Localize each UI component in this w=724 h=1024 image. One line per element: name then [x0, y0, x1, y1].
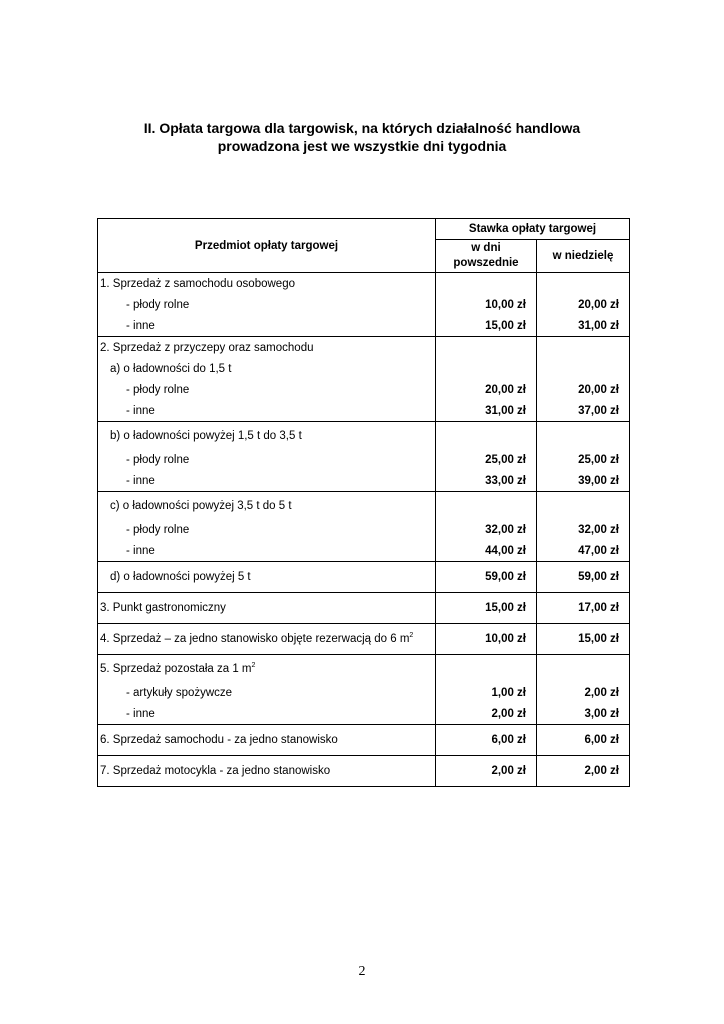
- sunday-rate: 25,00 zł: [537, 449, 630, 470]
- sunday-rate: 2,00 zł: [537, 756, 630, 787]
- sunday-rate: 20,00 zł: [537, 379, 630, 400]
- header-weekdays: w dni powszednie: [436, 240, 537, 273]
- table-row: [98, 470, 630, 492]
- subsection-c-label: c) o ładowności powyżej 3,5 t do 5 t: [98, 492, 436, 520]
- sunday-rate: 6,00 zł: [537, 725, 630, 756]
- table-row: [98, 337, 630, 359]
- table-row: [98, 624, 630, 655]
- sunday-rate: 20,00 zł: [537, 294, 630, 315]
- weekday-rate: 2,00 zł: [436, 703, 537, 725]
- table-row: [98, 449, 630, 470]
- superscript: 2: [251, 661, 256, 669]
- table-row: [98, 725, 630, 756]
- table-row: [98, 422, 630, 450]
- sunday-rate: 39,00 zł: [537, 470, 630, 492]
- sunday-rate: 37,00 zł: [537, 400, 630, 422]
- section-7-label: 7. Sprzedaż motocykla - za jedno stanowisko: [98, 756, 436, 787]
- row-label: - inne: [98, 470, 436, 492]
- document-title: [97, 119, 627, 155]
- table-row: [98, 315, 630, 337]
- weekday-rate: 59,00 zł: [436, 562, 537, 593]
- weekday-rate: 6,00 zł: [436, 725, 537, 756]
- sunday-rate: 3,00 zł: [537, 703, 630, 725]
- superscript: 2: [409, 632, 414, 640]
- table-row: [98, 756, 630, 787]
- sunday-rate: 15,00 zł: [537, 624, 630, 655]
- table-row: [98, 540, 630, 562]
- subsection-d-label: d) o ładowności powyżej 5 t: [98, 562, 436, 593]
- section-6-label: 6. Sprzedaż samochodu - za jedno stanowisko: [98, 725, 436, 756]
- table-row: [98, 379, 630, 400]
- weekday-rate: 15,00 zł: [436, 593, 537, 624]
- header-sunday: w niedzielę: [537, 240, 630, 273]
- table-row: [98, 562, 630, 593]
- table-row: [98, 682, 630, 703]
- weekday-rate: 10,00 zł: [436, 624, 537, 655]
- weekday-rate: 20,00 zł: [436, 379, 537, 400]
- sunday-rate: 2,00 zł: [537, 682, 630, 703]
- table-row: [98, 519, 630, 540]
- header-subject: Przedmiot opłaty targowej: [98, 219, 436, 273]
- table-row: [98, 358, 630, 379]
- row-label: - płody rolne: [98, 294, 436, 315]
- sunday-rate: 31,00 zł: [537, 315, 630, 337]
- section-5-label: 5. Sprzedaż pozostała za 1 $m^2$: [98, 655, 436, 683]
- sunday-rate: 47,00 zł: [537, 540, 630, 562]
- table-row: [98, 492, 630, 520]
- weekday-rate: 33,00 zł: [436, 470, 537, 492]
- section-4-label: 4. Sprzedaż – za jedno stanowisko objęte rezerwacją do 6 $m^2$: [98, 624, 436, 655]
- title-line-1: II. Opłata targowa dla targowisk, na których działalność handlowa: [143, 120, 581, 136]
- table-row: [98, 294, 630, 315]
- table-row: [98, 703, 630, 725]
- row-label: - płody rolne: [98, 519, 436, 540]
- title-line-2: prowadzona jest we wszystkie dni tygodnia: [217, 138, 507, 154]
- fee-table: [97, 218, 630, 787]
- weekday-rate: 1,00 zł: [436, 682, 537, 703]
- section-1-label: 1. Sprzedaż z samochodu osobowego: [98, 273, 436, 295]
- row-label: - inne: [98, 315, 436, 337]
- section-2-label: 2. Sprzedaż z przyczepy oraz samochodu: [98, 337, 436, 359]
- section-3-label: 3. Punkt gastronomiczny: [98, 593, 436, 624]
- subsection-b-label: b) o ładowności powyżej 1,5 t do 3,5 t: [98, 422, 436, 450]
- weekday-rate: 44,00 zł: [436, 540, 537, 562]
- weekday-rate: 15,00 zł: [436, 315, 537, 337]
- table-row: [98, 273, 630, 295]
- table-row: [98, 400, 630, 422]
- sunday-rate: 59,00 zł: [537, 562, 630, 593]
- header-rate: Stawka opłaty targowej: [436, 219, 630, 240]
- row-label: - inne: [98, 703, 436, 725]
- table-row: [98, 593, 630, 624]
- row-label: - płody rolne: [98, 379, 436, 400]
- weekday-rate: 10,00 zł: [436, 294, 537, 315]
- sunday-rate: 17,00 zł: [537, 593, 630, 624]
- row-label: - inne: [98, 400, 436, 422]
- weekday-rate: 31,00 zł: [436, 400, 537, 422]
- weekday-rate: 25,00 zł: [436, 449, 537, 470]
- weekday-rate: 2,00 zł: [436, 756, 537, 787]
- row-label: - płody rolne: [98, 449, 436, 470]
- table-row: [98, 655, 630, 683]
- weekday-rate: 32,00 zł: [436, 519, 537, 540]
- page-number: 2: [358, 964, 366, 979]
- row-label: - inne: [98, 540, 436, 562]
- row-label: - artykuły spożywcze: [98, 682, 436, 703]
- sunday-rate: 32,00 zł: [537, 519, 630, 540]
- subsection-a-label: a) o ładowności do 1,5 t: [98, 358, 436, 379]
